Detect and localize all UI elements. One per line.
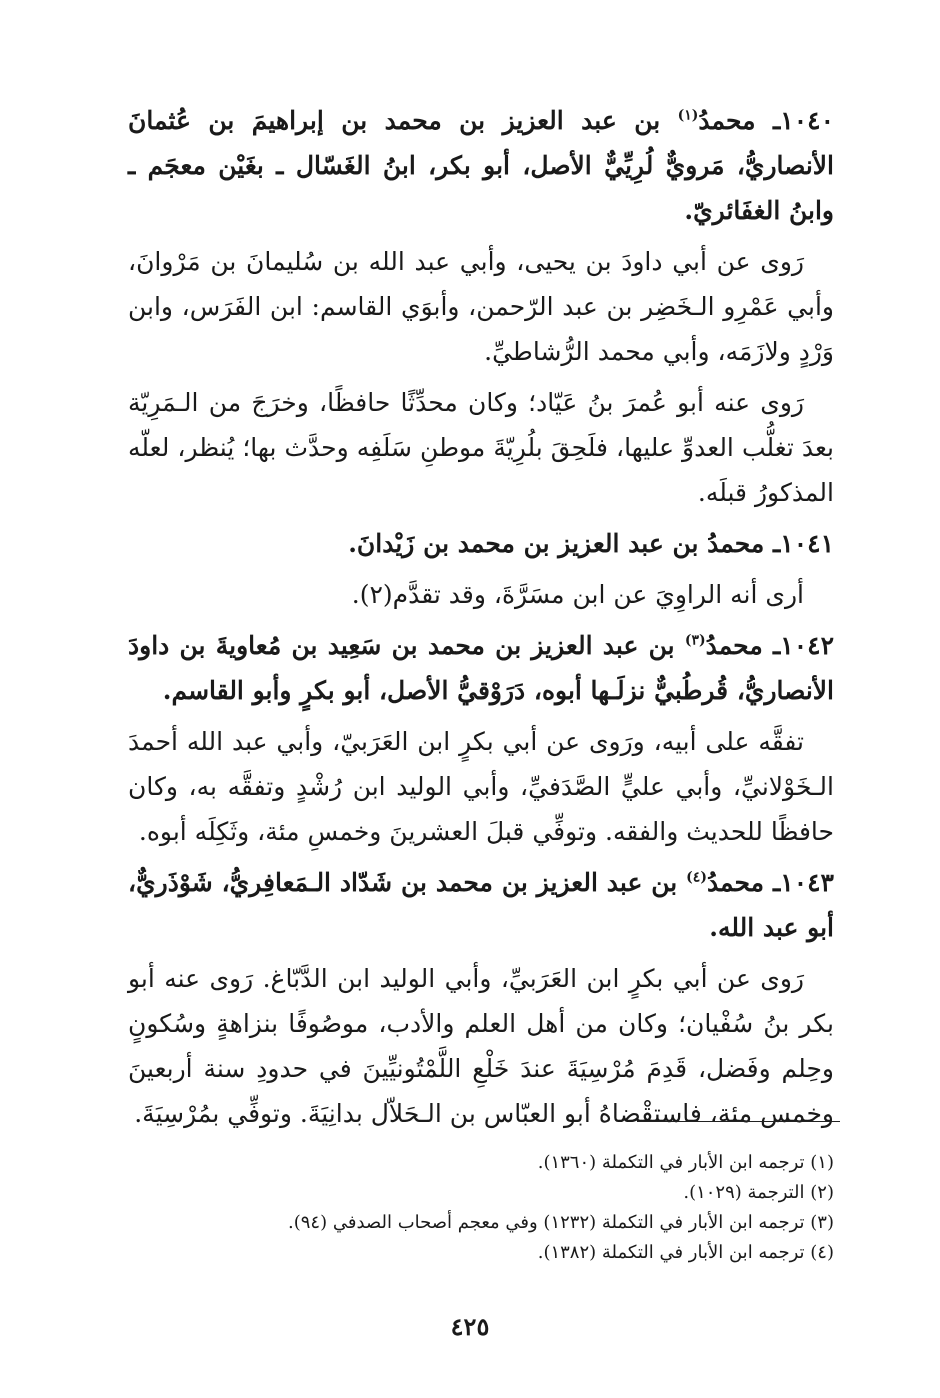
entry-1042-paragraph-1: تفقَّه على أبيه، ورَوى عن أبي بكرٍ ابن العَرَبيّ، وأبي عبد الله أحمدَ الـخَوْلانيِّ، وأبي عليٍّ الصَّدَفيِّ، وأبي الوليد ابن رُشْدٍ وتفقَّه به، وكان حافظًا للحديث والفقه. وتوفِّي قبلَ العشرينَ وخمسِ مئة، وثَكِلَه أبوه. (128, 727, 834, 846)
entry-1041-title: بن عبد العزيز بن محمد بن زَيْدانَ. (348, 529, 708, 558)
entry-1041-paragraph-1: أرى أنه الراوِيَ عن ابن مسَرَّةَ، وقد تقدَّم(٢). (351, 580, 804, 609)
entry-1043-title: بن عبد العزيز بن محمد بن شَدّاد الـمَعافِريُّ، شَوْذَريٌّ، أبو عبد الله. (128, 868, 834, 942)
entry-1042-title: بن عبد العزيز بن محمد بن سَعِيد بن مُعاويةَ بن داودَ الأنصاريُّ، قُرطُبيٌّ نزلَـها أبوه، دَرَوْقيُّ الأصل، أبو بكرٍ وأبو القاسم. (128, 631, 834, 705)
entry-1041-heading (128, 521, 834, 566)
entry-1040-heading (128, 98, 834, 233)
footnote-4: (٤) ترجمه ابن الأبار في التكملة (١٣٨٢). (537, 1242, 834, 1263)
footnote-separator (637, 1121, 840, 1122)
entry-1041-number: ١٠٤١ـ محمدُ (707, 529, 834, 558)
entry-1042-number: ١٠٤٢ـ محمدُ (705, 631, 834, 660)
footnote-ref-4: (٤) (686, 869, 707, 886)
entry-1043-paragraph-1: رَوى عن أبي بكرٍ ابن العَرَبيِّ، وأبي الوليد ابن الدَّبّاغ. رَوى عنه أبو بكر بنُ سُفْيان؛ وكان من أهل العلم والأدب، موصُوفًا بنزاهةٍ وسُكونٍ وحِلم وفَضل، قَدِمَ مُرْسِيَةَ عندَ خَلْعِ اللَّمْتُونيِّينَ في حدودِ سنة أربعينَ وخمس مئة، فاستقْضاهُ أبو العبّاس بن الـحَلاّل بدانِيَةَ. وتوفِّي بمُرْسِيَةَ. (128, 964, 834, 1128)
entry-1043-number: ١٠٤٣ـ محمدُ (706, 868, 834, 897)
footnote-3: (٣) ترجمه ابن الأبار في التكملة (١٢٣٢) وفي معجم أصحاب الصدفي (٩٤). (288, 1212, 834, 1233)
entry-1040-paragraph-1: رَوى عن أبي داودَ بن يحيى، وأبي عبد الله بن سُليمانَ بن مَرْوانَ، وأبي عَمْرِو الـخَضِر بن عبد الرّحمن، وأبوَي القاسم: ابن الفَرَس، وابن وَرْدٍ ولازَمَه، وأبي محمد الرُّشاطيِّ. (128, 247, 834, 366)
footnote-ref-3: (٣) (684, 632, 706, 649)
page-number: ٤٢٥ (450, 1312, 490, 1341)
entry-1040-title: بن عبد العزيز بن محمد بن إبراهيمَ بن عُثمانَ الأنصاريُّ، مَرويٌّ لُرِيِّيٌّ الأصل، أبو بكر، ابنُ الغَسّال ـ بغَيْن معجَم ـ وابنُ الغفَائريّ. (128, 106, 834, 225)
footnotes (128, 1148, 834, 1268)
footnote-2: (٢) الترجمة (١٠٢٩). (683, 1182, 834, 1203)
entry-1042-heading (128, 623, 834, 713)
footnote-ref-1: (١) (677, 107, 699, 124)
entry-1043-heading (128, 860, 834, 950)
entry-1040-number: ١٠٤٠ـ محمدُ (698, 106, 835, 135)
main-text (128, 98, 834, 1142)
footnote-1: (١) ترجمه ابن الأبار في التكملة (١٣٦٠). (537, 1152, 834, 1173)
entry-1040-paragraph-2: رَوى عنه أبو عُمرَ بنُ عَيّاد؛ وكان محدِّثًا حافظًا، وخرَجَ من الـمَرِيّة بعدَ تغلُّب العدوِّ عليها، فلَحِقَ بلُرِيّةَ موطنِ سَلَفِه وحدَّث بها؛ يُنظر، لعلّه المذكورُ قبلَه. (128, 388, 834, 507)
